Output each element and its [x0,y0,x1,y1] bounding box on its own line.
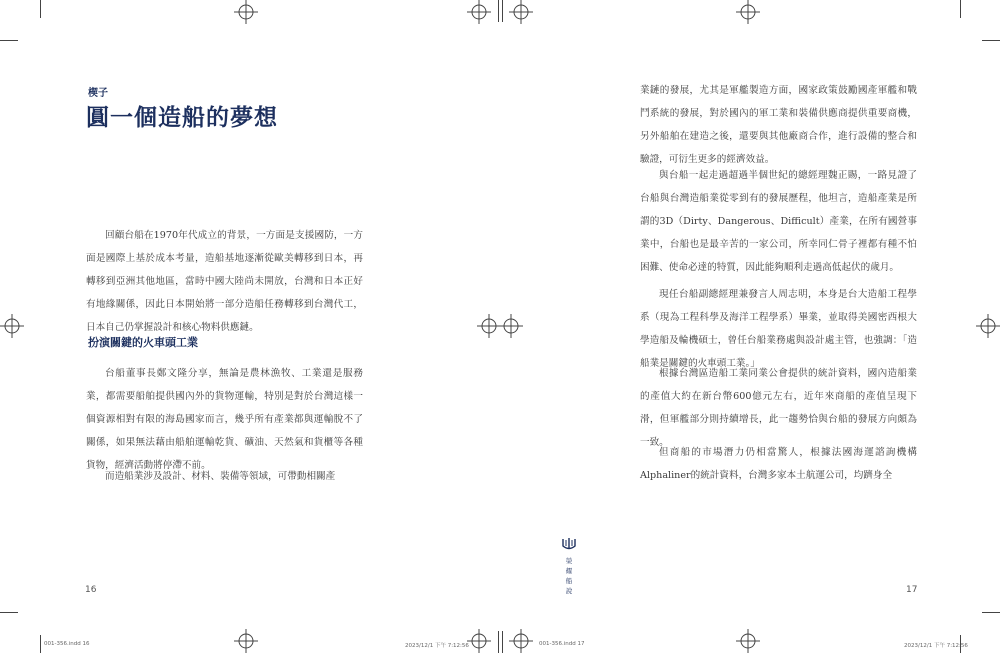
crop-mark [0,612,18,613]
crop-mark [502,631,503,653]
body-paragraph: 台船董事長鄭文隆分享，無論是農林漁牧、工業還是服務業，都需要船舶提供國內外的貨物運輸，特別是對於台灣這樣一個資源相對有限的海島國家而言，幾乎所有產業都與運輸脫不了關係，如果無法藉由船舶運輸乾貨、礦油、天然氣和貨櫃等各種貨物，經濟活動將停滯不前。 [86,368,363,471]
crop-mark [498,631,499,653]
registration-mark-icon [733,623,763,653]
chapter-title: 圓一個造船的夢想 [86,105,278,131]
vertical-char: 榮 [565,557,573,565]
crop-mark [982,40,1000,41]
print-slug: 001-356.indd 16 [44,641,90,647]
body-paragraph: 但商船的市場潛力仍相當驚人，根據法國海運諮詢機構Alphaliner的統計資料，台灣多家本土航運公司，均躋身全 [640,447,917,481]
page-number: 16 [85,585,97,595]
crop-mark [40,0,41,18]
crop-mark [40,635,41,653]
registration-mark-icon [506,0,536,30]
registration-mark-icon [970,311,1000,341]
print-slug: 2023/12/1 下午 7:12:56 [405,643,469,649]
section-heading: 扮演關鍵的火車頭工業 [88,336,198,349]
crop-mark [982,612,1000,613]
print-slug: 001-356.indd 17 [539,641,585,647]
vertical-book-title [563,556,575,596]
registration-mark-icon [506,623,536,653]
crop-mark [960,0,961,18]
crop-mark [498,0,499,22]
registration-mark-icon [733,0,763,30]
registration-mark-icon [496,311,526,341]
vertical-char: 船 [565,577,573,585]
vertical-char: 耀 [565,567,573,575]
registration-mark-icon [231,0,261,30]
body-paragraph: 根據台灣區造船工業同業公會提供的統計資料，國內造船業的產值大約在新台幣600億元左右，近年來商船的產值呈現下滑，但軍艦部分則持續增長，此一趨勢恰與台船的發展方向頗為一致。 [640,368,917,448]
page-number: 17 [906,585,918,595]
body-paragraph: 與台船一起走過超過半個世紀的總經理魏正賜，一路見證了台船與台灣造船業從零到有的發展歷程，他坦言，造船產業是所謂的3D（Dirty、Dangerous、Difficult）產業，在所有國營事業中，台船也是最辛苦的一家公司，所幸同仁骨子裡都有種不怕困難、使命必達的特質，因此能夠順利走過高低起伏的歲月。 [640,170,917,273]
ship-logo-icon [561,537,577,552]
crop-mark [502,0,503,22]
body-paragraph: 現任台船副總經理兼發言人周志明，本身是台大造船工程學系（現為工程科學及海洋工程學系）畢業，並取得美國密西根大學造船及輪機碩士，曾任台船業務處與設計處主管，也強調：「造船業是關鍵的火車頭工業。」 [640,289,917,369]
vertical-char: 說 [565,587,573,595]
body-paragraph: 回顧台船在1970年代成立的背景，一方面是支援國防，一方面是國際上基於成本考量，造船基地逐漸從歐美轉移到日本，再轉移到亞洲其他地區，當時中國大陸尚未開放，台灣和日本正好有地緣關係，因此日本開始將一部分造船任務轉移到台灣代工，日本自己仍掌握設計和核心物料供應鏈。 [86,230,363,333]
print-slug: 2023/12/1 下午 7:12:56 [904,643,968,649]
chapter-kicker: 楔子 [88,88,108,99]
body-paragraph: 而造船業涉及設計、材料、裝備等領域，可帶動相關產 [105,471,336,482]
crop-mark [0,40,18,41]
registration-mark-icon [0,311,30,341]
registration-mark-icon [231,623,261,653]
registration-mark-icon [464,0,494,30]
body-paragraph: 業鏈的發展，尤其是軍艦製造方面，國家政策鼓勵國產軍艦和戰鬥系統的發展，對於國內的軍工業和裝備供應商提供重要商機，另外船舶在建造之後，還要與其他廠商合作，進行設備的整合和驗證，可衍生更多的經濟效益。 [640,85,917,165]
